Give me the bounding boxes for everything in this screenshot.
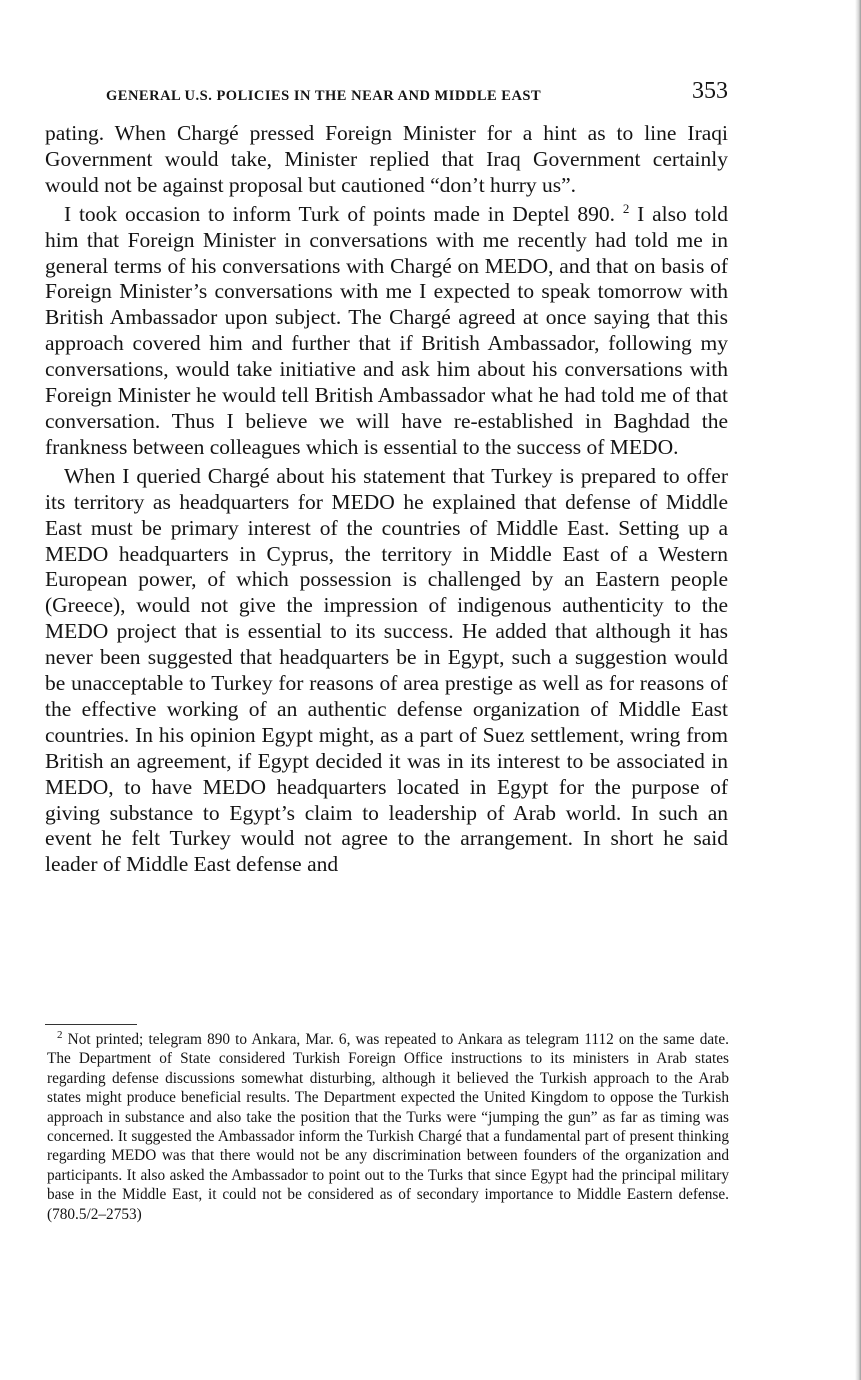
paragraph-2: [45, 202, 728, 461]
page-header: [106, 78, 728, 110]
footnote-divider: [45, 1024, 137, 1025]
footnote-reference: 2: [622, 200, 630, 216]
page-number: 353: [692, 78, 728, 104]
paragraph-2-start: I took occasion to inform Turk of points made in Deptel 890.: [64, 201, 616, 226]
footnote-text: Not printed; telegram 890 to Ankara, Mar. 6, was repeated to Ankara as telegram 1112 on the same date. The Department of State considered Turkish Foreign Office instructions to its ministers in Arab states regarding defense discussions somewhat disturbing, although it believed the Turkish approach to the Arab states might produce beneficial results. The Department expected the United Kingdom to oppose the Turkish approach in substance and also take the position that the Turks were “jumping the gun” as far as timing was concerned. It suggested the Ambassador inform the Turkish Chargé that a fundamental part of present thinking regarding MEDO was that there would not be any discrimination between founders of the organization and participants. It also asked the Ambassador to point out to the Turks that since Egypt had the principal military base in the Middle East, it could not be considered as of secondary importance to Middle Eastern defense. (780.5/2–2753): [47, 1031, 729, 1223]
body-text: [45, 121, 728, 878]
paragraph-2-rest: I also told him that Foreign Minister in conversations with me recently had told me in general terms of his conversations with Chargé on MEDO, and that on basis of Foreign Minister’s conversations with me I expected to speak tomorrow with British Ambassador upon subject. The Chargé agreed at once saying that this approach covered him and further that if British Ambassador, following my conversations, would take initiative and ask him about his conversations with Foreign Minister he would tell British Ambassador what he had told me of that conversation. Thus I believe we will have re-established in Baghdad the frankness between colleagues which is essential to the success of MEDO.: [45, 201, 728, 459]
paragraph-1: pating. When Chargé pressed Foreign Minister for a hint as to line Iraqi Government would take, Minister replied that Iraq Government certainly would not be against proposal but cautioned “don’t hurry us”.: [45, 121, 728, 197]
running-head: GENERAL U.S. POLICIES IN THE NEAR AND MIDDLE EAST: [106, 88, 542, 104]
page-binding-edge: [855, 0, 861, 1380]
paragraph-3: When I queried Chargé about his statement that Turkey is prepared to offer its territory as headquarters for MEDO he explained that defense of Middle East must be primary interest of the countries of Middle East. Setting up a MEDO headquarters in Cyprus, the territory in Middle East of a Western European power, of which possession is challenged by an Eastern people (Greece), would not give the impression of indigenous authenticity to the MEDO project that is essential to its success. He added that although it has never been suggested that headquarters be in Egypt, such a suggestion would be unacceptable to Turkey for reasons of area prestige as well as for reasons of the effective working of an authentic defense organization of Middle East countries. In his opinion Egypt might, as a part of Suez settlement, wring from British an agreement, if Egypt decided it was in its interest to be associated in MEDO, to have MEDO headquarters located in Egypt for the purpose of giving substance to Egypt’s claim to leadership of Arab world. In such an event he felt Turkey would not agree to the arrangement. In short he said leader of Middle East defense and: [45, 463, 728, 877]
footnote: [47, 1030, 729, 1224]
footnote-marker: 2: [57, 1028, 63, 1041]
